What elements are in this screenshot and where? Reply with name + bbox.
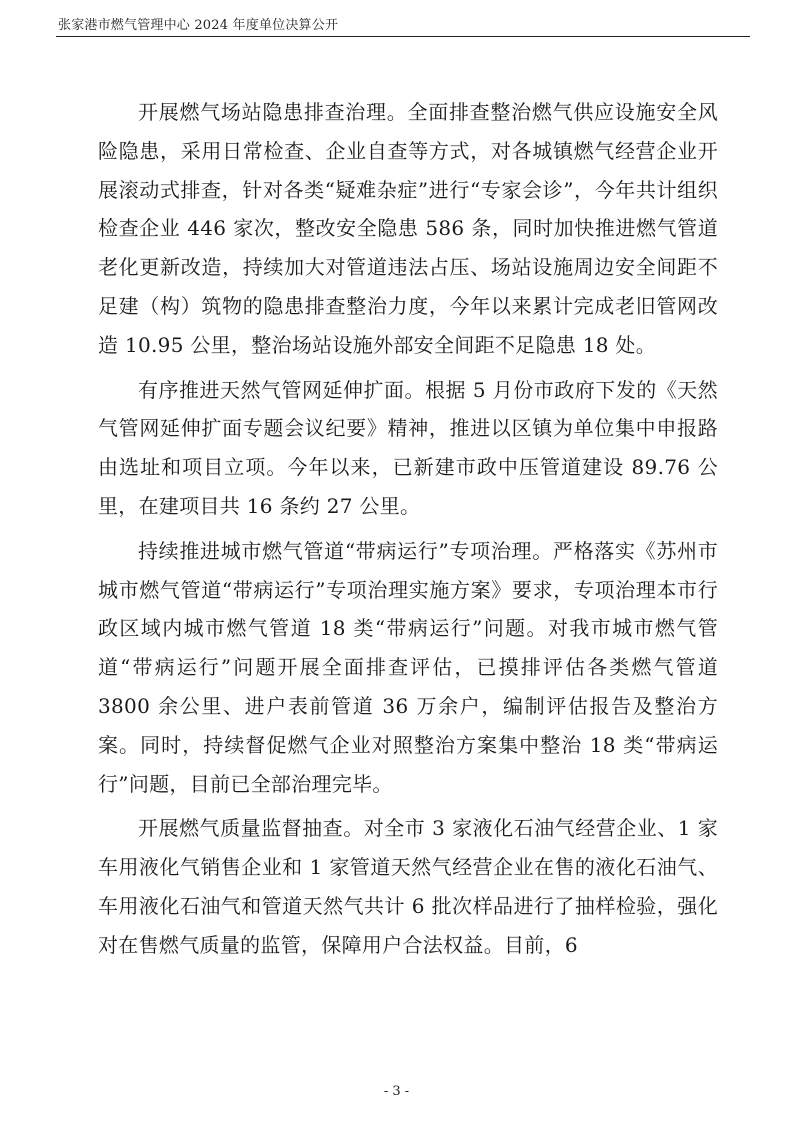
paragraph-pipeline-extension: 有序推进天然气管网延伸扩面。根据 5 月份市政府下发的《天然气管网延伸扩面专题会议纪要》精神，推进以区镇为单位集中申报路由选址和项目立项。今年以来，已新建市政中压管道建设 89.76 公里，在建项目共 16 条约 27 公里。 [98, 377, 718, 518]
paragraph-gas-quality-inspection: 开展燃气质量监督抽查。对全市 3 家液化石油气经营企业、1 家车用液化气销售企业和 1 家管道天然气经营企业在售的液化石油气、车用液化石油气和管道天然气共计 6 批次样品进行了抽样检验，强化对在售燃气质量的监管，保障用户合法权益。目前，6 [98, 816, 718, 957]
document-body [98, 93, 718, 971]
page-header [56, 12, 750, 37]
paragraph-pipeline-governance: 持续推进城市燃气管道“带病运行”专项治理。严格落实《苏州市城市燃气管道“带病运行”专项治理实施方案》要求，专项治理本市行政区域内城市燃气管道 18 类“带病运行”问题。对我市城市燃气管道“带病运行”问题开展全面排查评估，已摸排评估各类燃气管道 3800 余公里、进户表前管道 36 万余户，编制评估报告及整治方案。同时，持续督促燃气企业对照整治方案集中整治 18 类“带病运行”问题，目前已全部治理完毕。 [98, 538, 718, 796]
header-title: 张家港市燃气管理中心 2024 年度单位决算公开 [58, 18, 339, 33]
page-number: - 3 - [383, 1084, 410, 1099]
paragraph-gas-station-hazard: 开展燃气场站隐患排查治理。全面排查整治燃气供应设施安全风险隐患，采用日常检查、企业自查等方式，对各城镇燃气经营企业开展滚动式排查，针对各类“疑难杂症”进行“专家会诊”，今年共计组织检查企业 446 家次，整改安全隐患 586 条，同时加快推进燃气管道老化更新改造，持续加大对管道违法占压、场站设施周边安全间距不足建（构）筑物的隐患排查整治力度，今年以来累计完成老旧管网改造 10.95 公里，整治场站设施外部安全间距不足隐患 18 处。 [98, 100, 718, 357]
